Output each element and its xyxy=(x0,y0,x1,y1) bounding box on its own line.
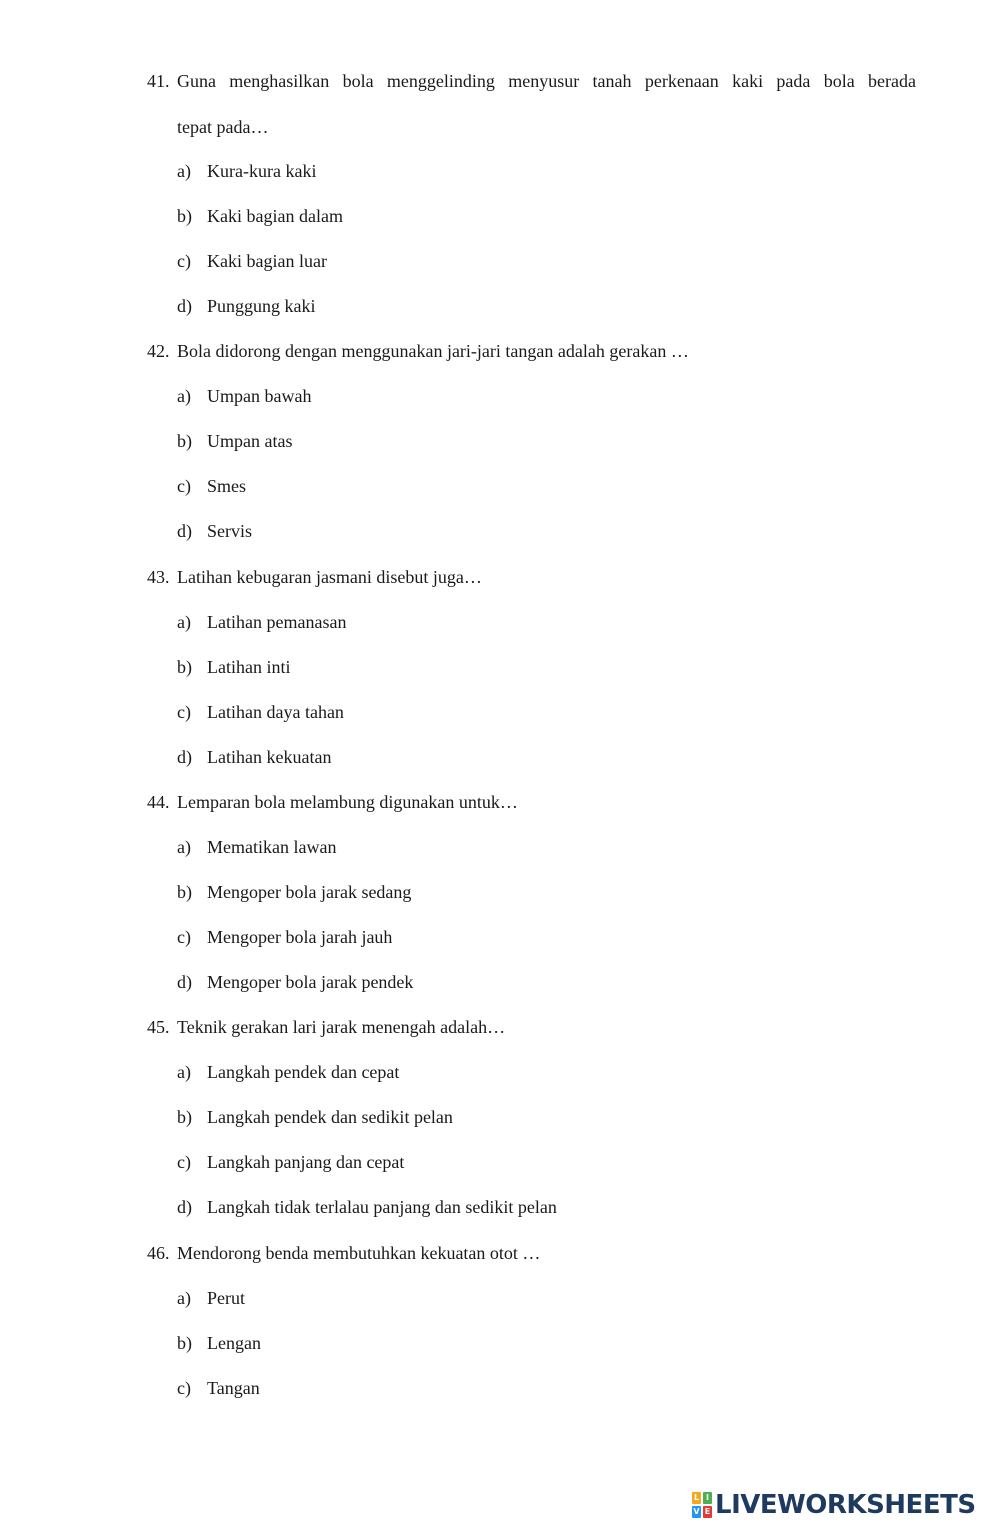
question-number: 45. xyxy=(147,1017,170,1037)
logo-mark-letter: E xyxy=(704,1507,711,1516)
option-text: Punggung kaki xyxy=(207,296,316,316)
option-letter: c) xyxy=(177,702,191,722)
question-number: 43. xyxy=(147,567,170,587)
question-text: Mendorong benda membutuhkan kekuatan otot … xyxy=(177,1243,541,1263)
option-text: Latihan daya tahan xyxy=(207,702,344,722)
option-text: Perut xyxy=(207,1288,245,1308)
option-letter: c) xyxy=(177,1378,191,1398)
option-letter: c) xyxy=(177,927,191,947)
option-text: Latihan kekuatan xyxy=(207,747,332,767)
question-number: 42. xyxy=(147,341,170,361)
option-letter: d) xyxy=(177,747,192,767)
question-text: Guna menghasilkan bola menggelinding menyusur tanah perkenaan kaki pada bola berada xyxy=(177,71,916,91)
option-letter: b) xyxy=(177,657,192,677)
question-text: Teknik gerakan lari jarak menengah adalah… xyxy=(177,1017,506,1037)
option-letter: a) xyxy=(177,1288,191,1308)
option-text: Umpan atas xyxy=(207,431,293,451)
logo-mark-icon xyxy=(692,1492,712,1518)
question-number: 46. xyxy=(147,1243,170,1263)
option-text: Kaki bagian dalam xyxy=(207,206,343,226)
option-letter: b) xyxy=(177,882,192,902)
option-letter: c) xyxy=(177,476,191,496)
option-text: Langkah pendek dan cepat xyxy=(207,1062,400,1082)
option-letter: b) xyxy=(177,1107,192,1127)
option-letter: d) xyxy=(177,296,192,316)
option-letter: a) xyxy=(177,386,191,406)
question-text: Bola didorong dengan menggunakan jari-jari tangan adalah gerakan … xyxy=(177,341,689,361)
option-letter: b) xyxy=(177,1333,192,1353)
option-letter: a) xyxy=(177,612,191,632)
option-text: Mematikan lawan xyxy=(207,837,337,857)
option-letter: d) xyxy=(177,972,192,992)
question-number: 41. xyxy=(147,71,170,91)
option-letter: b) xyxy=(177,431,192,451)
logo-mark-letter: V xyxy=(693,1507,700,1516)
option-letter: a) xyxy=(177,1062,191,1082)
option-text: Smes xyxy=(207,476,247,496)
option-text: Langkah pendek dan sedikit pelan xyxy=(207,1107,453,1127)
logo-text: LIVEWORKSHEETS xyxy=(715,1490,976,1520)
option-text: Kaki bagian luar xyxy=(207,251,327,271)
logo-mark-letter: I xyxy=(703,1492,712,1504)
option-letter: b) xyxy=(177,206,192,226)
option-letter: a) xyxy=(177,837,191,857)
option-text: Mengoper bola jarak pendek xyxy=(207,972,414,992)
question-number: 44. xyxy=(147,792,170,812)
liveworksheets-logo[interactable] xyxy=(692,1490,976,1520)
option-text: Latihan inti xyxy=(207,657,291,677)
question-text: tepat pada… xyxy=(177,117,269,137)
option-text: Tangan xyxy=(207,1378,260,1398)
option-letter: d) xyxy=(177,521,192,541)
option-text: Kura-kura kaki xyxy=(207,161,317,181)
option-text: Umpan bawah xyxy=(207,386,312,406)
option-text: Mengoper bola jarah jauh xyxy=(207,927,393,947)
question-text: Latihan kebugaran jasmani disebut juga… xyxy=(177,567,482,587)
question-text: Lemparan bola melambung digunakan untuk… xyxy=(177,792,518,812)
option-text: Lengan xyxy=(207,1333,261,1353)
option-text: Latihan pemanasan xyxy=(207,612,347,632)
option-letter: d) xyxy=(177,1197,192,1217)
option-letter: c) xyxy=(177,251,191,271)
option-letter: c) xyxy=(177,1152,191,1172)
option-text: Mengoper bola jarak sedang xyxy=(207,882,412,902)
logo-mark-letter: L xyxy=(693,1493,700,1502)
option-text: Servis xyxy=(207,521,252,541)
option-text: Langkah panjang dan cepat xyxy=(207,1152,405,1172)
option-text: Langkah tidak terlalau panjang dan sedikit pelan xyxy=(207,1197,557,1217)
option-letter: a) xyxy=(177,161,191,181)
